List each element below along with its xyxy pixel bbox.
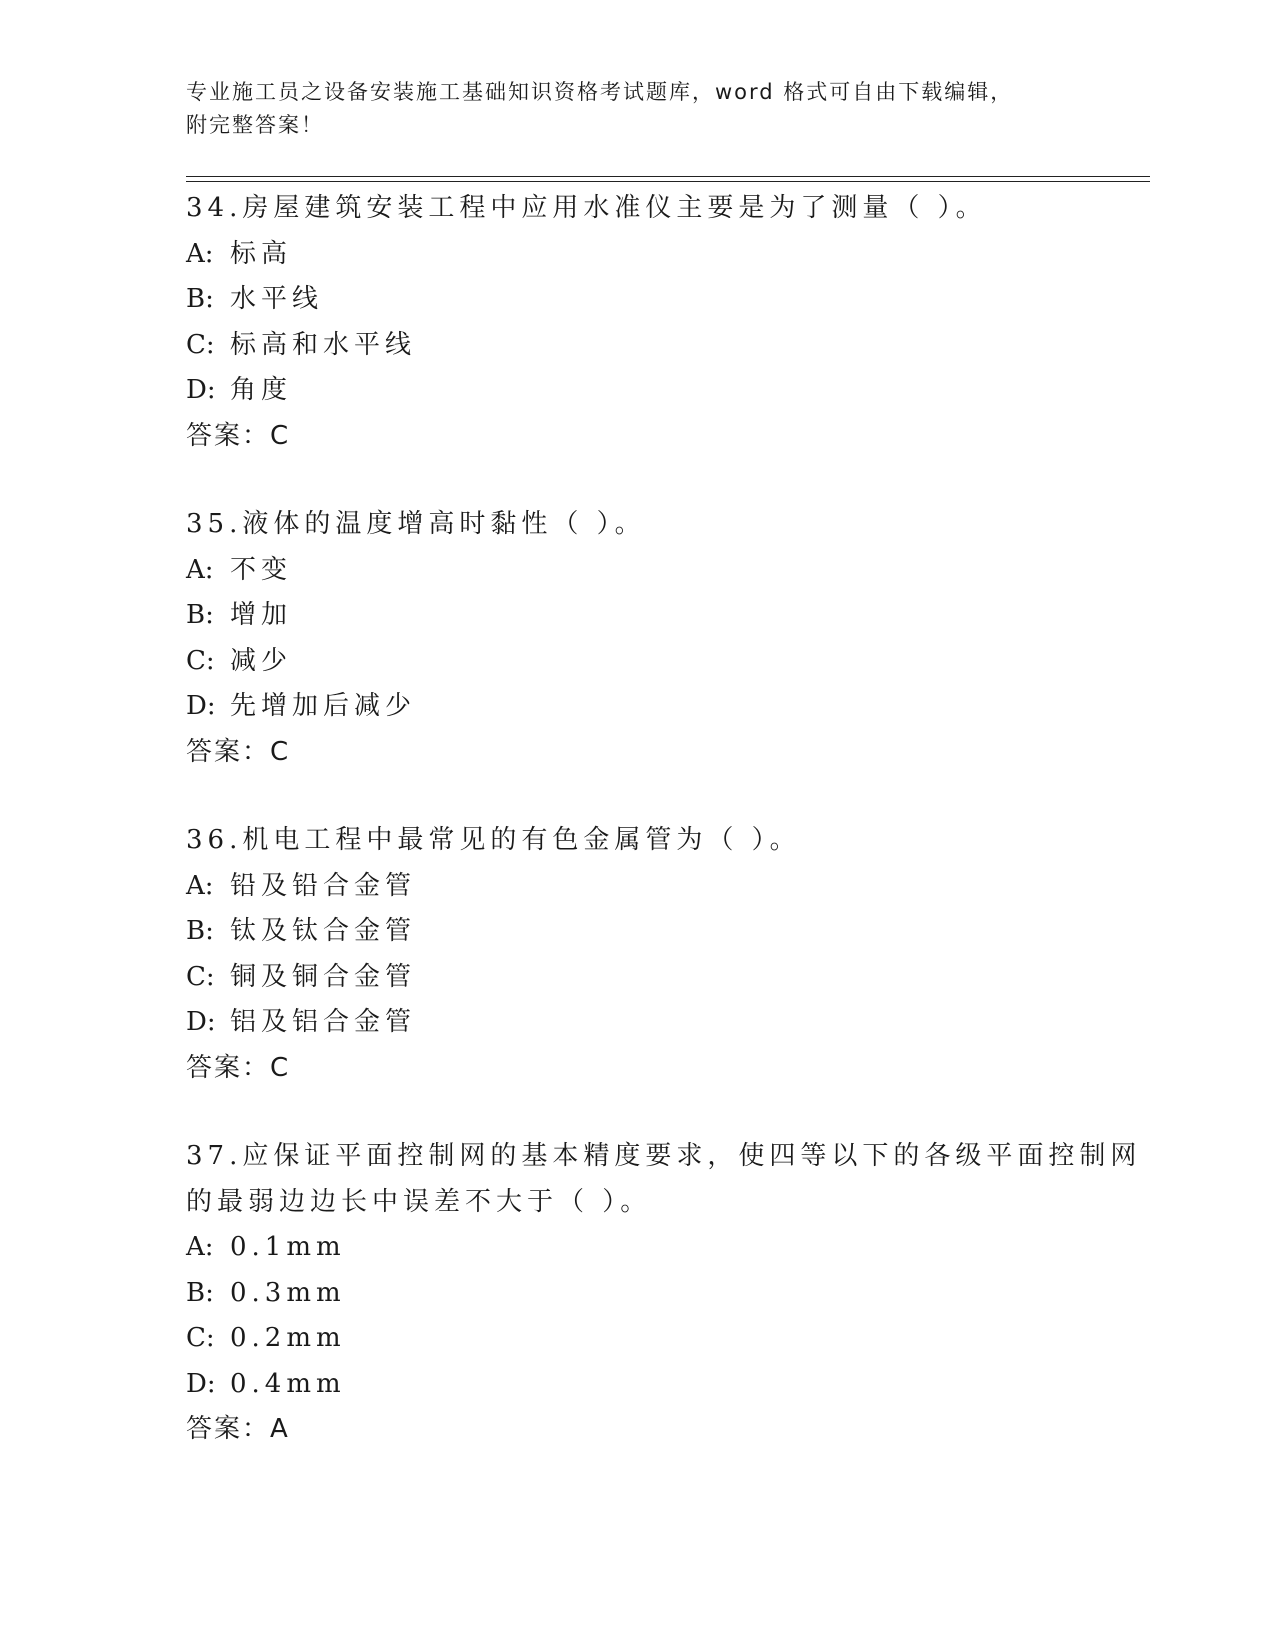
option-a	[186, 1225, 1086, 1271]
option-key: C:	[186, 329, 215, 360]
option-text: 钛及钛合金管	[230, 916, 417, 946]
answer-label: 答案：C	[186, 736, 291, 767]
option-d	[186, 1000, 1086, 1046]
option-key: A:	[186, 238, 214, 269]
option-key: B:	[186, 916, 214, 946]
option-b	[186, 593, 1086, 639]
option-a	[186, 232, 1086, 278]
option-key: B:	[186, 600, 214, 630]
option-c	[186, 639, 1086, 685]
answer-label: 答案：A	[186, 1414, 290, 1444]
option-text: 增加	[230, 600, 293, 630]
option-text: 不变	[230, 554, 293, 585]
option-key: D:	[186, 1368, 216, 1399]
option-text: 减少	[230, 645, 293, 676]
option-key: A:	[186, 554, 214, 585]
question-stem: 35.液体的温度增高时黏性（ ）。	[186, 509, 646, 539]
option-key: C:	[186, 1323, 215, 1353]
option-key: C:	[186, 961, 215, 992]
question-37	[186, 1134, 1142, 1453]
document-header	[186, 76, 1086, 142]
question-34	[186, 186, 1086, 459]
header-divider-bottom	[186, 181, 1150, 182]
option-b	[186, 277, 1086, 323]
option-text: 水平线	[230, 284, 324, 314]
option-c	[186, 955, 1086, 1001]
header-line-1: 专业施工员之设备安装施工基础知识资格考试题库，word 格式可自由下载编辑，	[186, 80, 1014, 104]
option-text: 标高和水平线	[230, 329, 417, 360]
option-text: 0.1mm	[230, 1232, 346, 1262]
option-text: 角度	[230, 375, 293, 405]
question-36	[186, 818, 1086, 1091]
option-text: 铝及铝合金管	[230, 1007, 417, 1037]
option-text: 0.3mm	[230, 1277, 346, 1308]
option-key: D:	[186, 1007, 216, 1037]
option-a	[186, 864, 1086, 910]
option-key: B:	[186, 1277, 214, 1308]
question-stem-line-2: 的最弱边边长中误差不大于（ ）。	[186, 1186, 652, 1217]
option-c	[186, 323, 1086, 369]
option-d	[186, 684, 1086, 730]
option-a	[186, 548, 1086, 594]
option-text: 0.4mm	[230, 1368, 346, 1399]
question-35	[186, 502, 1086, 775]
option-text: 0.2mm	[230, 1323, 346, 1353]
option-key: D:	[186, 375, 216, 405]
option-text: 标高	[230, 238, 293, 269]
option-key: A:	[186, 1232, 214, 1262]
option-d	[186, 368, 1086, 414]
header-divider-top	[186, 176, 1150, 177]
question-stem: 34.房屋建筑安装工程中应用水准仪主要是为了测量（ ）。	[186, 193, 987, 223]
question-stem: 36.机电工程中最常见的有色金属管为（ ）。	[186, 825, 801, 855]
question-stem-line-1: 37.应保证平面控制网的基本精度要求，使四等以下的各级平面控制网	[186, 1141, 1142, 1171]
option-c	[186, 1316, 1086, 1362]
option-b	[186, 909, 1086, 955]
option-text: 铅及铅合金管	[230, 870, 417, 901]
answer-label: 答案：C	[186, 420, 291, 451]
option-d	[186, 1362, 1086, 1408]
option-key: A:	[186, 870, 214, 901]
header-line-2: 附完整答案！	[186, 113, 324, 137]
option-b	[186, 1271, 1086, 1317]
option-text: 铜及铜合金管	[230, 961, 417, 992]
option-key: D:	[186, 691, 216, 721]
answer-label: 答案：C	[186, 1052, 291, 1083]
option-text: 先增加后减少	[230, 691, 417, 721]
option-key: C:	[186, 645, 215, 676]
option-key: B:	[186, 284, 214, 314]
